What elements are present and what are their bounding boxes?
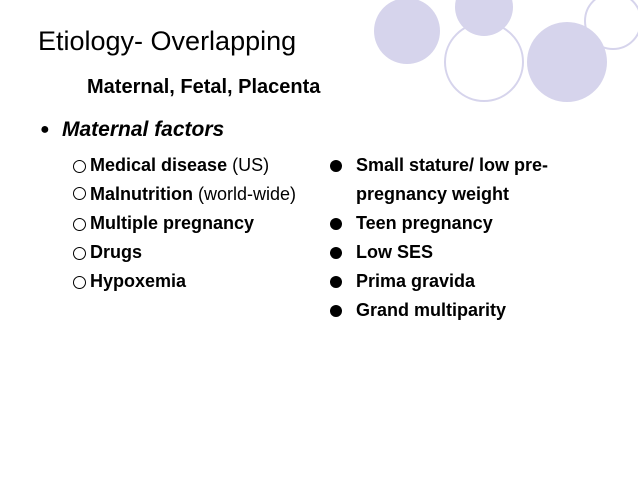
maternal-factors-list bbox=[73, 151, 313, 296]
ring-bullet-icon bbox=[73, 276, 86, 289]
ring-bullet-icon bbox=[73, 187, 86, 200]
item-text: Small stature/ low pre-pregnancy weight bbox=[356, 155, 549, 204]
list-item bbox=[73, 267, 313, 296]
main-bullet bbox=[40, 118, 224, 142]
item-text: Prima gravida bbox=[356, 271, 476, 291]
slide-subtitle: Maternal, Fetal, Placenta bbox=[87, 76, 321, 98]
ring-bullet-icon bbox=[73, 160, 86, 173]
main-bullet-label: Maternal factors bbox=[62, 118, 225, 141]
item-note: (US) bbox=[227, 155, 270, 175]
item-bold: Drugs bbox=[90, 242, 143, 262]
list-item bbox=[73, 238, 313, 267]
list-item bbox=[330, 267, 620, 296]
item-note: (world-wide) bbox=[192, 184, 297, 204]
bullet-icon bbox=[330, 276, 342, 288]
list-item bbox=[330, 209, 620, 238]
ring-bullet-icon bbox=[73, 218, 86, 231]
list-item bbox=[330, 151, 620, 209]
list-item bbox=[330, 238, 620, 267]
item-text: Grand multiparity bbox=[356, 300, 507, 320]
list-item bbox=[73, 209, 313, 238]
list-item bbox=[73, 180, 313, 209]
slide-title: Etiology- Overlapping bbox=[38, 26, 297, 56]
item-bold: Malnutrition bbox=[90, 184, 193, 204]
list-item bbox=[73, 151, 313, 180]
list-item bbox=[330, 296, 620, 325]
bullet-icon bbox=[330, 218, 342, 230]
bullet-icon bbox=[330, 247, 342, 259]
decorative-circle bbox=[374, 0, 440, 64]
item-text: Teen pregnancy bbox=[356, 213, 493, 233]
item-text: Low SES bbox=[356, 242, 434, 262]
bullet-icon bbox=[330, 305, 342, 317]
ring-bullet-icon bbox=[73, 247, 86, 260]
bullet-icon: ● bbox=[40, 121, 50, 138]
item-bold: Multiple pregnancy bbox=[90, 213, 255, 233]
decorative-circle-outline bbox=[444, 22, 524, 102]
item-bold: Hypoxemia bbox=[90, 271, 187, 291]
risk-factors-list bbox=[330, 151, 620, 325]
bullet-icon bbox=[330, 160, 342, 172]
item-bold: Medical disease bbox=[90, 155, 228, 175]
